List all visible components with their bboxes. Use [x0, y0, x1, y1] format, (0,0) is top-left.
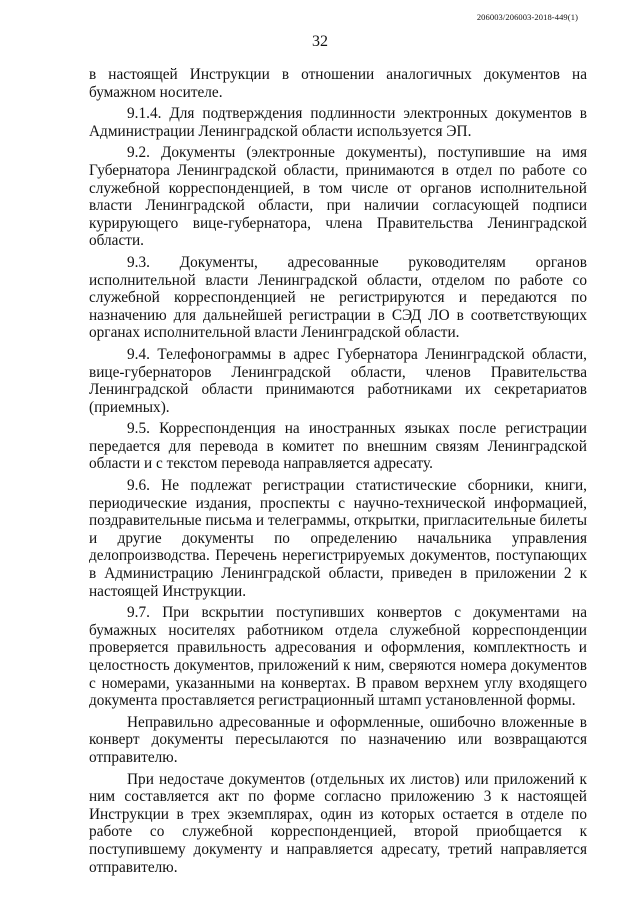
paragraph: 9.2. Документы (электронные документы), поступившие на имя Губернатора Ленинградской области, принимаются в отдел по работе со служебной корреспонденцией, в том числе от органов исполнительной власти Ленинградской области, при наличии согласующей подписи курирующего вице-губернатора, члена Правительства Ленинградской области.: [89, 144, 587, 250]
paragraph: 9.1.4. Для подтверждения подлинности электронных документов в Администрации Ленинградской области используется ЭП.: [89, 105, 587, 140]
page-number: 32: [312, 33, 328, 50]
document-id: 206003/206003-2018-449(1): [476, 12, 578, 22]
paragraph: 9.7. При вскрытии поступивших конвертов с документами на бумажных носителях работником отдела служебной корреспонденции проверяется правильность адресования и оформления, комплектность и целостность документов, приложений к ним, сверяются номера документов с номерами, указанными на конвертах. В правом верхнем углу входящего документа проставляется регистрационный штамп установленной формы.: [89, 604, 587, 710]
paragraph: Неправильно адресованные и оформленные, ошибочно вложенные в конверт документы пересылаются по назначению или возвращаются отправителю.: [89, 713, 587, 766]
paragraph: 9.3. Документы, адресованные руководителям органов исполнительной власти Ленинградской области, отделом по работе со служебной корреспонденцией не регистрируются и передаются по назначению для дальнейшей регистрации в СЭД ЛО в соответствующих органах исполнительной власти Ленинградской области.: [89, 253, 587, 342]
paragraph: 9.5. Корреспонденция на иностранных языках после регистрации передается для перевода в комитет по внешним связям Ленинградской области и с текстом перевода направляется адресату.: [89, 420, 587, 473]
paragraph: При недостаче документов (отдельных их листов) или приложений к ним составляется акт по форме согласно приложению 3 к настоящей Инструкции в трех экземплярах, один из которых остается в отделе по работе со служебной корреспонденцией, второй приобщается к поступившему документу и направляется адресату, третий направляется отправителю.: [89, 770, 587, 876]
paragraph: 9.6. Не подлежат регистрации статистические сборники, книги, периодические издания, проспекты с научно-технической информацией, поздравительные письма и телеграммы, открытки, пригласительные билеты и другие документы по определению начальника управления делопроизводства. Перечень нерегистрируемых документов, поступающих в Администрацию Ленинградской области, приведен в приложении 2 к настоящей Инструкции.: [89, 477, 587, 600]
document-body: [89, 66, 587, 880]
paragraph: 9.4. Телефонограммы в адрес Губернатора Ленинградской области, вице-губернаторов Ленинградской области, членов Правительства Ленинградской области принимаются работниками их секретариатов (приемных).: [89, 345, 587, 416]
paragraph: в настоящей Инструкции в отношении аналогичных документов на бумажном носителе.: [89, 66, 587, 101]
